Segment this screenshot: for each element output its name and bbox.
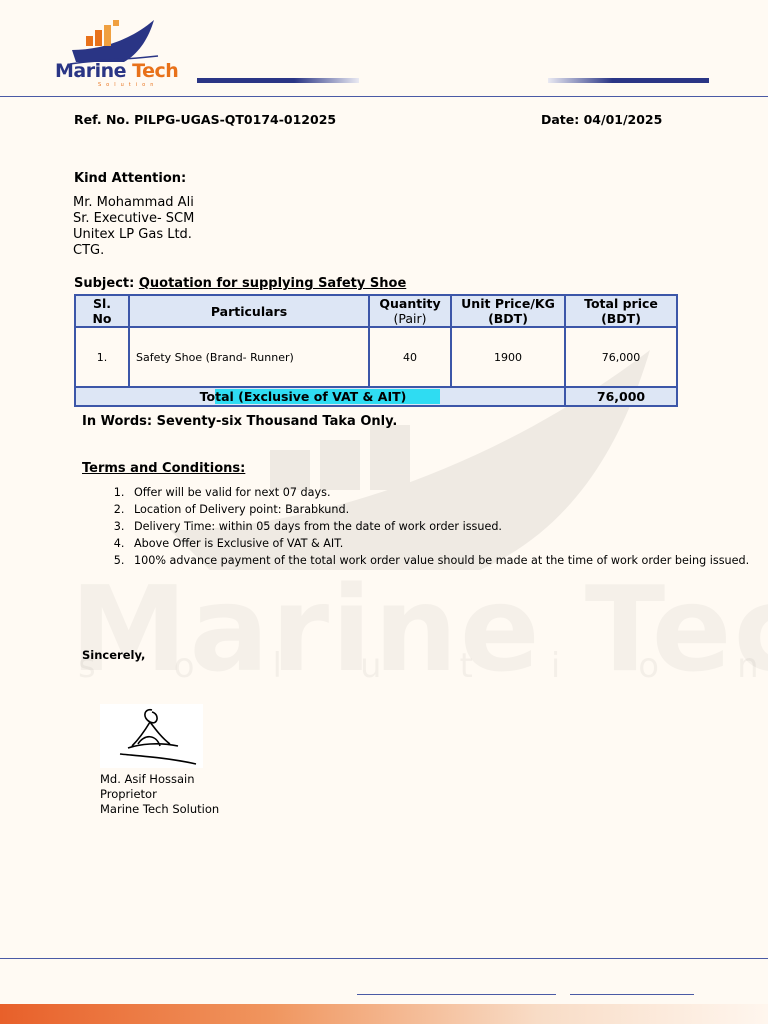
terms-list	[88, 484, 749, 569]
total-value: 76,000	[565, 387, 677, 406]
terms-heading: Terms and Conditions:	[82, 461, 246, 476]
table-total-row	[75, 387, 677, 406]
list-item: 4. Above Offer is Exclusive of VAT & AIT.	[128, 535, 749, 552]
watermark-subtitle	[78, 646, 768, 686]
signatory-name: Md. Asif Hossain	[100, 772, 195, 786]
reference-number: Ref. No. PILPG-UGAS-QT0174-012025	[74, 112, 337, 127]
header-bar-right	[548, 78, 709, 83]
recipient-designation: Sr. Executive- SCM	[73, 211, 195, 226]
amount-in-words: In Words: Seventy-six Thousand Taka Only.	[82, 414, 398, 429]
kind-attention-heading: Kind Attention:	[74, 171, 187, 186]
recipient-name: Mr. Mohammad Ali	[73, 195, 194, 210]
footer-gradient-bar	[0, 1004, 768, 1024]
cell-total: 76,000	[565, 327, 677, 387]
signatory-company: Marine Tech Solution	[100, 802, 220, 816]
signature	[100, 704, 203, 768]
header-sl-no: Sl. No	[75, 295, 129, 327]
company-logo-text	[55, 60, 178, 82]
logo-word-marine: Marine	[55, 60, 127, 82]
header-bar-left	[197, 78, 359, 83]
table-row	[75, 327, 677, 387]
logo-word-tech: Tech	[132, 60, 179, 82]
signature-image	[100, 704, 203, 768]
sincerely: Sincerely,	[82, 648, 146, 662]
signatory-block	[100, 772, 219, 817]
quotation-table	[74, 294, 678, 407]
cell-sl: 1.	[75, 327, 129, 387]
list-item: 2. Location of Delivery point: Barabkund.	[128, 501, 749, 518]
footer-underline-right	[570, 994, 694, 995]
subject-line	[74, 276, 406, 291]
recipient-company: Unitex LP Gas Ltd.	[73, 227, 192, 242]
cell-quantity: 40	[369, 327, 451, 387]
cell-particulars: Safety Shoe (Brand- Runner)	[129, 327, 369, 387]
logo-subtitle: Solution	[98, 82, 159, 88]
list-item: 5. 100% advance payment of the total work order value should be made at the time of work order being issued.	[128, 552, 749, 569]
subject-text: Quotation for supplying Safety Shoe	[138, 276, 407, 291]
cell-unit-price: 1900	[451, 327, 565, 387]
total-label: Total (Exclusive of VAT & AIT)	[75, 387, 565, 406]
header-particulars: Particulars	[129, 295, 369, 327]
list-item: 3. Delivery Time: within 05 days from the date of work order issued.	[128, 518, 749, 535]
subject-label: Subject:	[74, 276, 135, 291]
header-total-price: Total price (BDT)	[565, 295, 677, 327]
total-label-highlight: tal (Exclusive of VAT & AIT)	[215, 389, 440, 404]
recipient-city: CTG.	[73, 243, 105, 258]
footer-underline-left	[357, 994, 556, 995]
table-header-row	[75, 295, 677, 327]
recipient-block	[73, 195, 194, 259]
header-divider	[0, 96, 768, 97]
footer-divider	[0, 958, 768, 959]
header-quantity: Quantity (Pair)	[369, 295, 451, 327]
signatory-title: Proprietor	[100, 787, 157, 801]
header-unit-price: Unit Price/KG (BDT)	[451, 295, 565, 327]
document-date: Date: 04/01/2025	[541, 112, 663, 127]
list-item: 1. Offer will be valid for next 07 days.	[128, 484, 749, 501]
